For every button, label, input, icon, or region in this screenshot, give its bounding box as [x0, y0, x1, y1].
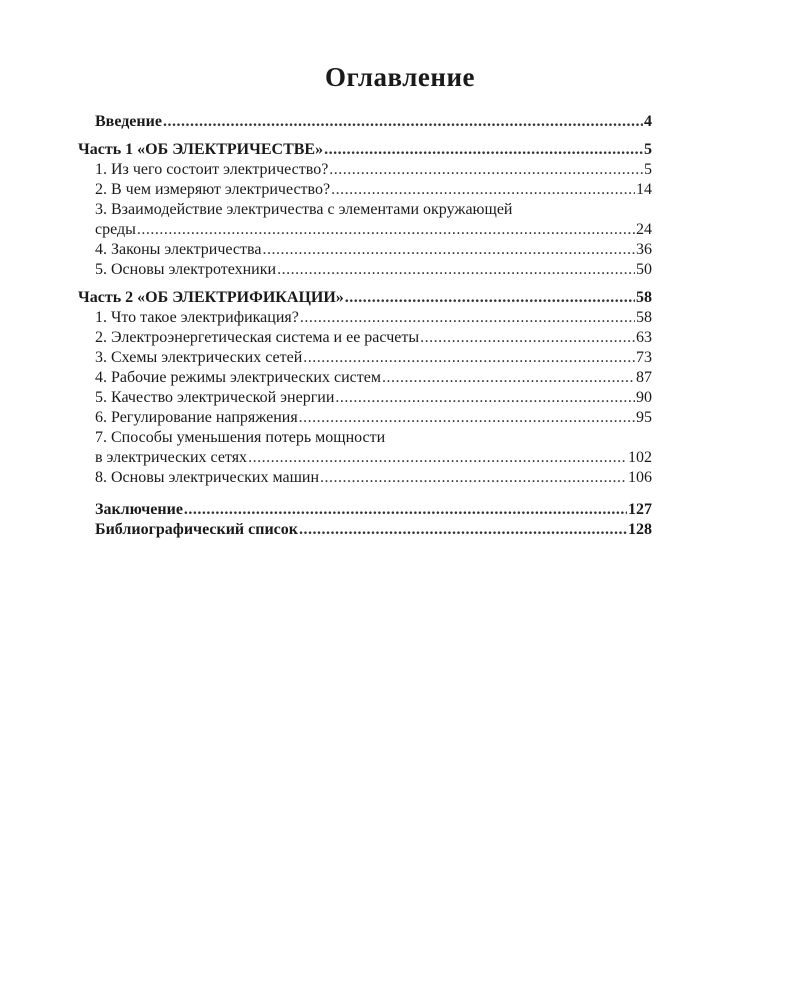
toc-entry-p2-6[interactable] — [78, 408, 652, 428]
toc-entry-conclusion[interactable] — [78, 500, 652, 520]
toc-entry-page: 127 — [628, 501, 652, 518]
dot-leader — [248, 448, 627, 468]
toc-entry-label: 7. Способы уменьшения потерь мощности — [95, 429, 386, 446]
toc-entry-page: 63 — [636, 329, 652, 346]
dot-leader — [300, 308, 635, 328]
toc-entry-label: 1. Что такое электрификация? — [95, 309, 299, 326]
toc-entry-label: 3. Взаимодействие электричества с элементами окружающей — [95, 201, 513, 218]
toc-entry-page: 90 — [636, 389, 652, 406]
toc-entry-p1-4[interactable] — [78, 240, 652, 260]
dot-leader — [324, 140, 643, 160]
toc-entry-label: Введение — [95, 113, 162, 130]
dot-leader — [277, 260, 635, 280]
toc-entry-label: Часть 1 «ОБ ЭЛЕКТРИЧЕСТВЕ» — [78, 141, 324, 158]
toc-entry-page: 128 — [628, 521, 652, 538]
toc-entry-label: среды — [95, 221, 136, 238]
toc-entry-page: 36 — [636, 241, 652, 258]
toc-entry-p2-5[interactable] — [78, 388, 652, 408]
toc-entry-label: Библиографический список — [95, 521, 298, 538]
toc-entry-label: Заключение — [95, 501, 183, 518]
spacer — [78, 488, 652, 500]
toc-entry-label: 2. Электроэнергетическая система и ее расчеты — [95, 329, 420, 346]
toc-entry-part2[interactable] — [78, 288, 652, 308]
dot-leader — [137, 220, 635, 240]
toc-entry-label: 4. Законы электричества — [95, 241, 262, 258]
toc-entry-page: 95 — [636, 409, 652, 426]
toc-entry-p2-7-line2[interactable] — [78, 448, 652, 468]
toc-entry-page: 14 — [636, 181, 652, 198]
toc-entry-label: 2. В чем измеряют электричество? — [95, 181, 331, 198]
toc-entry-p2-4[interactable] — [78, 368, 652, 388]
dot-leader — [184, 500, 627, 520]
toc-entry-label: в электрических сетях — [95, 449, 248, 466]
toc-entry-page: 106 — [628, 469, 652, 486]
spacer — [78, 280, 652, 288]
toc-entry-label: 4. Рабочие режимы электрических систем — [95, 369, 381, 386]
toc-entry-p1-3-line1[interactable] — [78, 200, 652, 220]
toc-entry-page: 4 — [644, 113, 652, 130]
toc-entry-p2-3[interactable] — [78, 348, 652, 368]
toc-entry-page: 24 — [636, 221, 652, 238]
dot-leader — [299, 520, 627, 540]
toc-entry-label: 5. Основы электротехники — [95, 261, 277, 278]
toc-entry-p2-2[interactable] — [78, 328, 652, 348]
toc-entry-page: 102 — [628, 449, 652, 466]
dot-leader — [331, 180, 635, 200]
toc-entry-page: 87 — [636, 369, 652, 386]
dot-leader — [420, 328, 635, 348]
toc-entry-bibliography[interactable] — [78, 520, 652, 540]
toc-entry-label: 3. Схемы электрических сетей — [95, 349, 303, 366]
toc-entry-page: 58 — [636, 309, 652, 326]
toc-entry-page: 58 — [636, 289, 652, 306]
toc-entry-p1-5[interactable] — [78, 260, 652, 280]
toc-entry-label: 1. Из чего состоит электричество? — [95, 161, 329, 178]
dot-leader — [335, 388, 635, 408]
toc-entry-label: 6. Регулирование напряжения — [95, 409, 298, 426]
toc-entry-label: 8. Основы электрических машин — [95, 469, 320, 486]
dot-leader — [163, 112, 643, 132]
table-of-contents — [78, 112, 652, 540]
page-title: Оглавление — [325, 62, 475, 92]
dot-leader — [262, 240, 635, 260]
toc-entry-p2-7-line1[interactable] — [78, 428, 652, 448]
toc-entry-page: 50 — [636, 261, 652, 278]
dot-leader — [382, 368, 635, 388]
dot-leader — [320, 468, 627, 488]
toc-entry-page: 5 — [644, 161, 652, 178]
toc-entry-label: Часть 2 «ОБ ЭЛЕКТРИФИКАЦИИ» — [78, 289, 344, 306]
toc-entry-p2-1[interactable] — [78, 308, 652, 328]
toc-entry-p1-2[interactable] — [78, 180, 652, 200]
spacer — [78, 132, 652, 140]
toc-entry-page: 5 — [644, 141, 652, 158]
dot-leader — [345, 288, 635, 308]
toc-entry-intro[interactable] — [78, 112, 652, 132]
toc-entry-p1-1[interactable] — [78, 160, 652, 180]
dot-leader — [303, 348, 635, 368]
toc-entry-label: 5. Качество электрической энергии — [95, 389, 335, 406]
toc-entry-p1-3-line2[interactable] — [78, 220, 652, 240]
toc-entry-p2-8[interactable] — [78, 468, 652, 488]
dot-leader — [329, 160, 643, 180]
toc-entry-part1[interactable] — [78, 140, 652, 160]
toc-entry-page: 73 — [636, 349, 652, 366]
dot-leader — [299, 408, 635, 428]
